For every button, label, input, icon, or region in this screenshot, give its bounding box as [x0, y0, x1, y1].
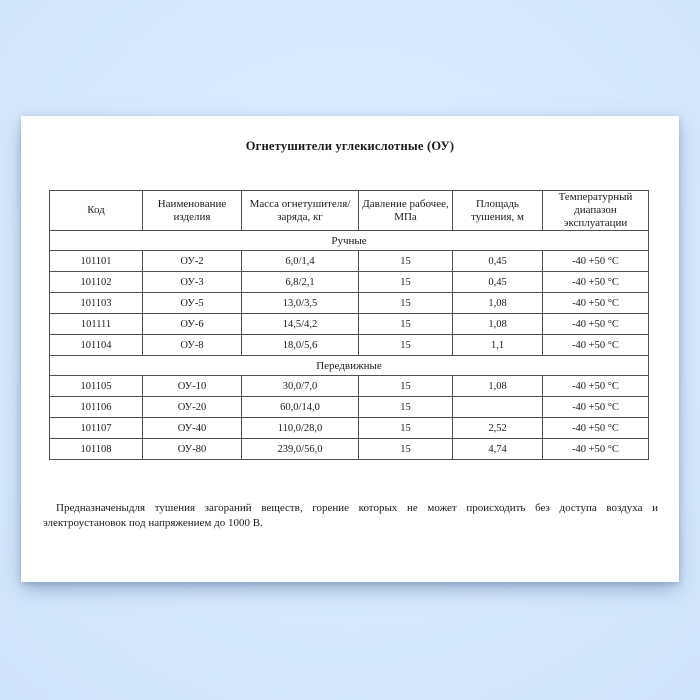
table-cell: 1,08 — [453, 376, 543, 397]
table-section-row — [50, 356, 649, 376]
table-cell: 101107 — [50, 418, 143, 439]
table-cell: ОУ-20 — [143, 397, 242, 418]
table-cell: 15 — [359, 397, 453, 418]
table-cell: 4,74 — [453, 439, 543, 460]
table-cell: ОУ-80 — [143, 439, 242, 460]
table-row — [50, 272, 649, 293]
table-cell: 15 — [359, 314, 453, 335]
table-cell: 15 — [359, 418, 453, 439]
table-row — [50, 439, 649, 460]
table-cell: 101101 — [50, 251, 143, 272]
table-cell: 14,5/4,2 — [242, 314, 359, 335]
table-cell: 1,08 — [453, 314, 543, 335]
table-cell: 15 — [359, 439, 453, 460]
table-header-cell: Площадь тушения, м — [453, 191, 543, 231]
table-header-row — [50, 191, 649, 231]
table-header-cell: Наименование изделия — [143, 191, 242, 231]
table-cell: 0,45 — [453, 272, 543, 293]
table-cell: 110,0/28,0 — [242, 418, 359, 439]
table-cell: 30,0/7,0 — [242, 376, 359, 397]
table-cell: 15 — [359, 251, 453, 272]
table-cell: 1,08 — [453, 293, 543, 314]
document-title: Огнетушители углекислотные (ОУ) — [245, 139, 455, 153]
table-cell: 15 — [359, 376, 453, 397]
table-row — [50, 293, 649, 314]
table-cell: 15 — [359, 293, 453, 314]
table-section-label: Передвижные — [50, 356, 649, 376]
table-cell: 2,52 — [453, 418, 543, 439]
table-cell: 101106 — [50, 397, 143, 418]
table-cell: ОУ-3 — [143, 272, 242, 293]
table-cell: -40 +50 °C — [543, 293, 649, 314]
table-cell: 101102 — [50, 272, 143, 293]
table-cell: 0,45 — [453, 251, 543, 272]
table-cell: 60,0/14,0 — [242, 397, 359, 418]
table-cell: -40 +50 °C — [543, 418, 649, 439]
table-cell: 6,8/2,1 — [242, 272, 359, 293]
table-cell: -40 +50 °C — [543, 376, 649, 397]
table-header-cell: Масса огнетушителя/ заряда, кг — [242, 191, 359, 231]
table-cell: 239,0/56,0 — [242, 439, 359, 460]
table-row — [50, 376, 649, 397]
table-cell: 18,0/5,6 — [242, 335, 359, 356]
table-cell: -40 +50 °C — [543, 397, 649, 418]
table-cell: ОУ-5 — [143, 293, 242, 314]
table-row — [50, 335, 649, 356]
table-cell: ОУ-40 — [143, 418, 242, 439]
table-row — [50, 418, 649, 439]
table-section-row — [50, 231, 649, 251]
table-cell: 15 — [359, 335, 453, 356]
table-row — [50, 397, 649, 418]
table-body — [50, 231, 649, 460]
table-cell: 101111 — [50, 314, 143, 335]
table-cell: 13,0/3,5 — [242, 293, 359, 314]
table-row — [50, 251, 649, 272]
table-cell: ОУ-2 — [143, 251, 242, 272]
table-header-row — [50, 191, 649, 231]
table-cell: 101108 — [50, 439, 143, 460]
table-cell: -40 +50 °C — [543, 335, 649, 356]
document-footnote: Предназначеныдля тушения загораний веществ, горение которых не может происходить без доступа воздуха и электроустановок под напряжением до 1000 В. — [43, 502, 658, 529]
table-cell: -40 +50 °C — [543, 314, 649, 335]
table-header-cell: Давление рабочее, МПа — [359, 191, 453, 231]
table-header-cell: Температурный диапазон эксплуатации — [543, 191, 649, 231]
table-cell: ОУ-10 — [143, 376, 242, 397]
document-page — [21, 116, 679, 582]
table-cell: 101105 — [50, 376, 143, 397]
table-cell: 15 — [359, 272, 453, 293]
extinguishers-spec-table — [49, 190, 649, 460]
table-section-label: Ручные — [50, 231, 649, 251]
table-cell — [453, 397, 543, 418]
table-cell: 101103 — [50, 293, 143, 314]
table-cell: ОУ-6 — [143, 314, 242, 335]
table-header-cell: Код — [50, 191, 143, 231]
table-cell: 101104 — [50, 335, 143, 356]
table-cell: ОУ-8 — [143, 335, 242, 356]
table-cell: 1,1 — [453, 335, 543, 356]
table-row — [50, 314, 649, 335]
table-cell: -40 +50 °C — [543, 272, 649, 293]
table-cell: -40 +50 °C — [543, 439, 649, 460]
table-cell: -40 +50 °C — [543, 251, 649, 272]
table-cell: 6,0/1,4 — [242, 251, 359, 272]
